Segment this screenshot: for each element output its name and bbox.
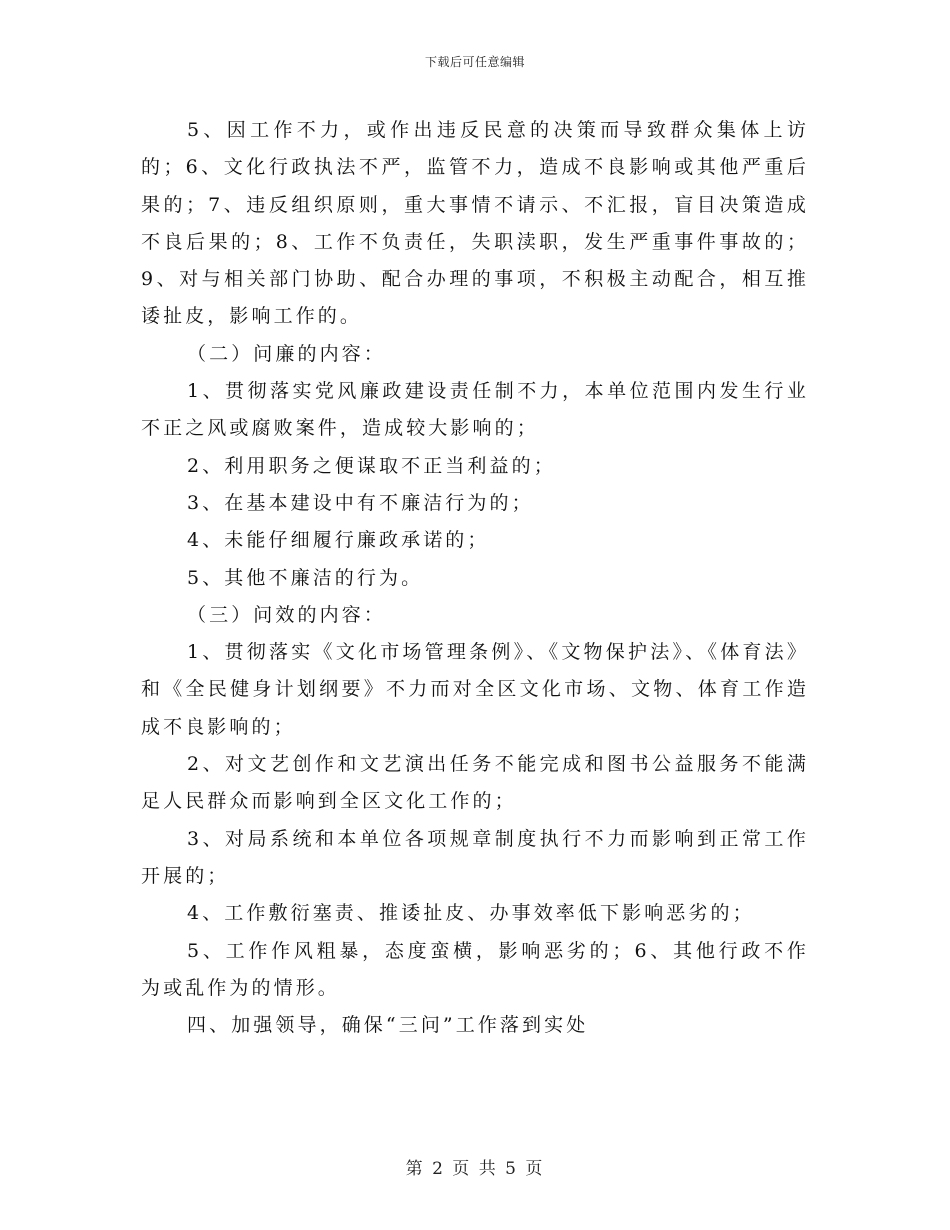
paragraph-integrity-item-3: 3、在基本建设中有不廉洁行为的； <box>187 491 534 514</box>
paragraph-integrity-item-4: 4、未能仔细履行廉政承诺的； <box>187 529 490 552</box>
section-heading-integrity: （二）问廉的内容： <box>187 342 386 365</box>
paragraph-integrity-item-5: 5、其他不廉洁的行为。 <box>187 566 424 589</box>
paragraph-effectiveness-item-4: 4、工作敷衍塞责、推诿扯皮、办事效率低下影响恶劣的； <box>187 902 755 925</box>
paragraph-effectiveness-item-3: 3、对局系统和本单位各项规章制度执行不力而影响到正常工作开展的； <box>141 827 809 887</box>
page-number: 第 2 页 共 5 页 <box>405 1159 545 1179</box>
page-header-note: 下载后可任意编辑 <box>424 55 525 69</box>
paragraph-effectiveness-item-1: 1、贯彻落实《文化市场管理条例》、《文物保护法》、《体育法》和《全民健身计划纲要》不力而对全区文化市场、文物、体育工作造成不良影响的； <box>141 641 809 738</box>
paragraph-accountability-items: 5、因工作不力，或作出违反民意的决策而导致群众集体上访的；6、文化行政执法不严，监管不力，造成不良影响或其他严重后果的；7、违反组织原则，重大事情不请示、不汇报，盲目决策造成不良后果的；8、工作不负责任，失职渎职，发生严重事件事故的；9、对与相关部门协助、配合办理的事项，不积极主动配合，相互推诿扯皮，影响工作的。 <box>141 119 809 328</box>
paragraph-effectiveness-item-5: 5、工作作风粗暴，态度蛮横，影响恶劣的；6、其他行政不作为或乱作为的情形。 <box>141 939 809 999</box>
paragraph-integrity-item-2: 2、利用职务之便谋取不正当利益的； <box>187 454 556 477</box>
section-heading-leadership: 四、加强领导，确保“三问”工作落到实处 <box>187 1014 589 1037</box>
paragraph-integrity-item-1: 1、贯彻落实党风廉政建设责任制不力，本单位范围内发生行业不正之风或腐败案件，造成较大影响的； <box>141 380 809 440</box>
paragraph-effectiveness-item-2: 2、对文艺创作和文艺演出任务不能完成和图书公益服务不能满足人民群众而影响到全区文化工作的； <box>141 753 809 813</box>
document-body <box>141 112 809 1044</box>
section-heading-effectiveness: （三）问效的内容： <box>187 603 386 626</box>
